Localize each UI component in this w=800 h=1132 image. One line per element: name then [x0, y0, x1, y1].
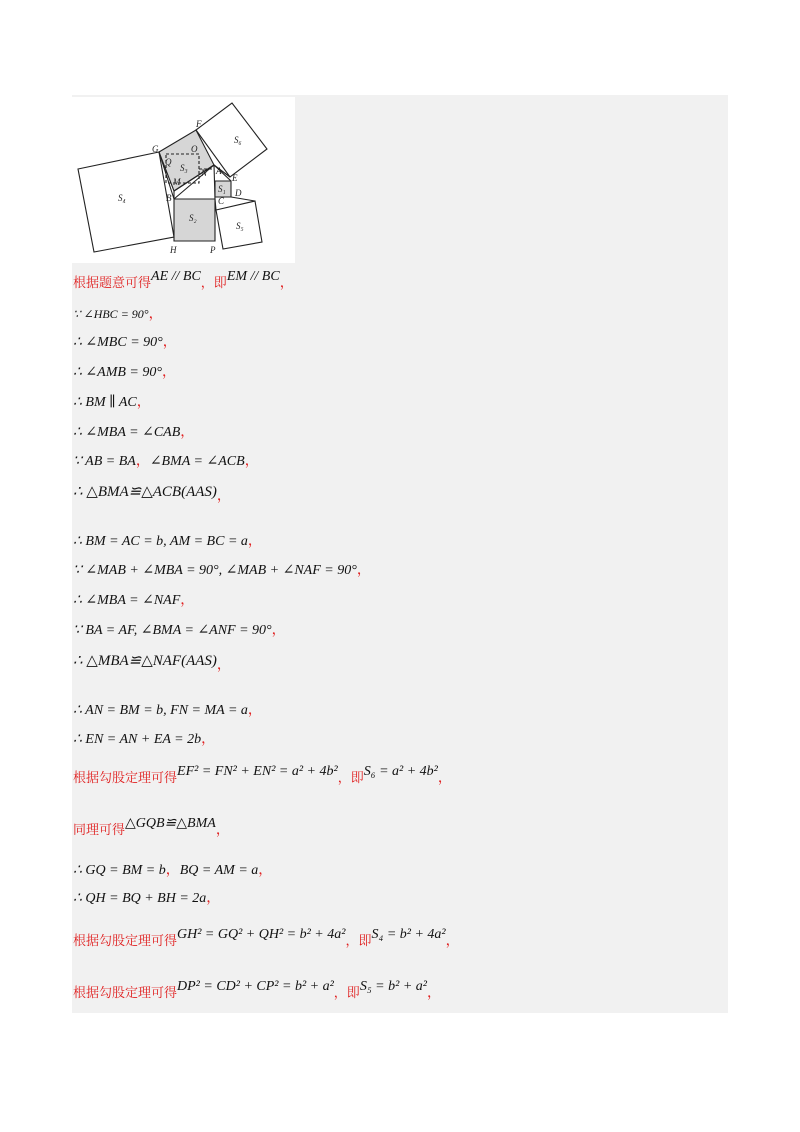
line-end: ，: [271, 623, 286, 638]
line-math: ∴ BM = AC = b, AM = BC = a: [73, 534, 248, 549]
line-mid: ，即: [200, 276, 227, 291]
label-P: P: [210, 245, 216, 255]
proof-line: [73, 424, 194, 442]
line-math: ∴ BM ∥ AC: [73, 395, 137, 410]
proof-line: [73, 562, 371, 580]
line-math-2: S₄ = b² + 4a²: [371, 927, 446, 942]
proof-line: [73, 816, 230, 840]
line-math: ∴ △BMA≌△ACB(AAS): [73, 484, 217, 500]
segment-ca: [214, 165, 215, 199]
line-end: ，: [216, 658, 231, 673]
line-end: ，: [215, 823, 230, 838]
line-end: ，: [437, 771, 452, 786]
proof-line: [73, 890, 220, 908]
proof-line: [73, 334, 177, 352]
label-D: D: [235, 188, 242, 198]
line-prefix: 根据题意可得: [73, 276, 152, 291]
label-G: G: [152, 144, 159, 154]
figure-svg: [72, 97, 295, 263]
label-Q: Q: [165, 157, 172, 167]
line-end: ，: [148, 307, 163, 322]
label-M: M: [173, 177, 181, 187]
proof-line: [73, 394, 151, 412]
proof-line: [73, 702, 262, 720]
line-end: ，: [201, 732, 216, 747]
proof-line: [73, 927, 460, 951]
label-N: N: [201, 168, 208, 178]
line-end: ，: [206, 891, 221, 906]
proof-line: [73, 862, 272, 880]
line-end: ，: [247, 703, 262, 718]
line-math: ∴ QH = BQ + BH = 2a: [73, 891, 207, 906]
line-end: ，: [247, 534, 262, 549]
geometry-figure: [72, 97, 295, 263]
line-prefix: 同理可得: [73, 823, 126, 838]
line-end: ，: [136, 395, 151, 410]
line-end: ，: [279, 276, 294, 291]
line-math: ∴ AN = BM = b, FN = MA = a: [73, 703, 248, 718]
line-math: ∵ ∠MAB + ∠MBA = 90°, ∠MAB + ∠NAF = 90°: [73, 563, 357, 578]
line-end: ，: [161, 365, 176, 380]
line-math: ∵ AB = BA: [73, 454, 136, 469]
line-prefix: 根据勾股定理可得: [73, 934, 178, 949]
line-math: ∴ ∠AMB = 90°: [73, 365, 162, 380]
proof-line: [73, 652, 231, 671]
proof-line: [73, 269, 294, 293]
label-S4: S₄: [118, 193, 126, 203]
line-prefix: 根据勾股定理可得: [73, 771, 178, 786]
proof-line: [73, 764, 452, 788]
label-C: C: [218, 196, 225, 206]
line-math: DP² = CD² + CP² = b² + a²: [177, 979, 334, 994]
line-end: ，: [356, 563, 371, 578]
line-math: ∴ EN = AN + EA = 2b: [73, 732, 202, 747]
line-math-2: BQ = AM = a: [179, 863, 259, 878]
label-F: F: [196, 119, 202, 129]
line-end: ，: [258, 863, 273, 878]
line-end: ，: [216, 489, 231, 504]
proof-line: [73, 731, 215, 749]
line-prefix: 根据勾股定理可得: [73, 986, 178, 1001]
line-math: ∴ ∠MBC = 90°: [73, 335, 163, 350]
proof-line: [73, 453, 259, 471]
line-math-2: S₅ = b² + a²: [359, 979, 427, 994]
proof-line: [73, 364, 176, 382]
line-end: ，: [426, 986, 441, 1001]
line-math: AE // BC: [151, 269, 201, 284]
line-math: ∴ ∠MBA = ∠CAB: [73, 425, 181, 440]
label-S5: S₅: [236, 221, 244, 231]
label-S3: S₃: [180, 163, 188, 173]
line-math: ∵ ∠HBC = 90°: [73, 307, 149, 321]
line-end: ，: [180, 593, 195, 608]
line-math: ∴ GQ = BM = b: [73, 863, 166, 878]
line-end: ，: [244, 454, 259, 469]
line-math-2: EM // BC: [226, 269, 280, 284]
proof-line: [73, 533, 262, 551]
proof-line: [73, 592, 194, 610]
label-O: O: [191, 144, 198, 154]
line-math: ∴ ∠MBA = ∠NAF: [73, 593, 181, 608]
line-math-2: ∠BMA = ∠ACB: [149, 454, 245, 469]
line-math: EF² = FN² + EN² = a² + 4b²: [177, 764, 338, 779]
label-E: E: [232, 173, 238, 183]
line-math: △GQB≌△BMA: [125, 816, 216, 831]
line-mid: ，即: [337, 771, 364, 786]
line-end: ，: [162, 335, 177, 350]
line-mid: ，即: [345, 934, 372, 949]
line-math: GH² = GQ² + QH² = b² + 4a²: [177, 927, 346, 942]
proof-line: [73, 305, 163, 324]
label-A: A: [216, 166, 222, 176]
square-s4: [78, 152, 174, 252]
line-end: ，: [180, 425, 195, 440]
label-S2: S₂: [189, 213, 197, 223]
label-S6: S₆: [234, 135, 242, 145]
line-mid: ，即: [333, 986, 360, 1001]
line-mid: ，: [135, 454, 150, 469]
proof-line: [73, 483, 231, 502]
line-math-2: S₆ = a² + 4b²: [363, 764, 438, 779]
line-mid: ，: [165, 863, 180, 878]
label-B: B: [166, 193, 172, 203]
label-H: H: [170, 245, 177, 255]
line-math: ∴ △MBA≌△NAF(AAS): [73, 653, 217, 669]
line-math: ∵ BA = AF, ∠BMA = ∠ANF = 90°: [73, 623, 272, 638]
proof-line: [73, 622, 286, 640]
proof-line: [73, 979, 441, 1003]
line-end: ，: [445, 934, 460, 949]
label-S1: S₁: [218, 184, 226, 194]
